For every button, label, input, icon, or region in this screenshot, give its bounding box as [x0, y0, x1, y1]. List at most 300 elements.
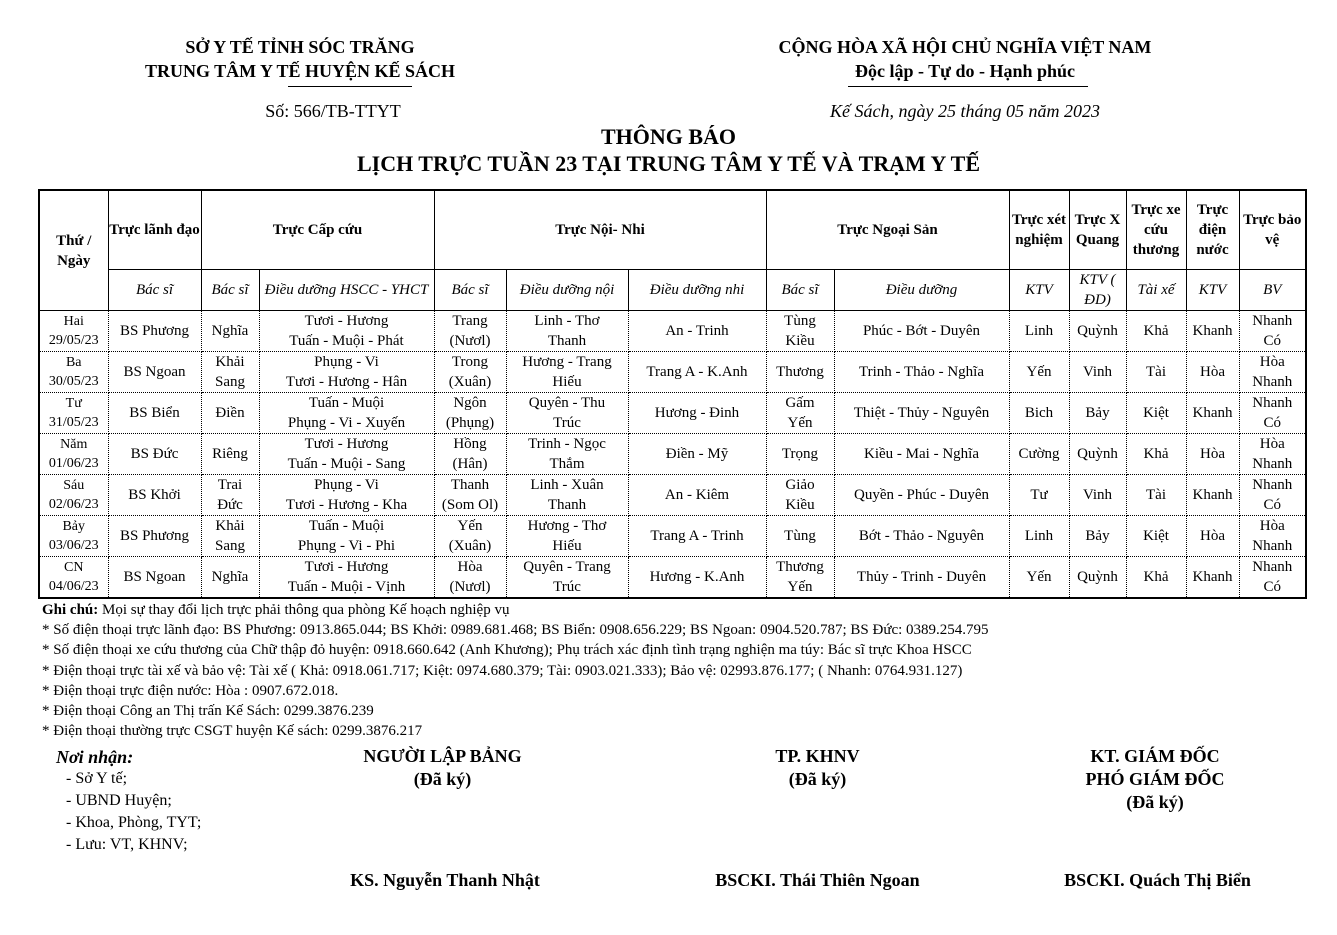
cell-xray: [1069, 557, 1126, 599]
cell-peds-nurse-line: Hương - Đinh: [654, 405, 740, 421]
cell-leader: [108, 434, 201, 475]
cell-surgery-nurse: [834, 434, 1009, 475]
cell-day-line: Tư: [65, 396, 82, 411]
signature-khnv-title: TP. KHNV: [775, 746, 860, 766]
signer-name-khnv: BSCKI. Thái Thiên Ngoan: [715, 870, 920, 890]
table-row: [39, 475, 1306, 516]
cell-leader: [108, 311, 201, 352]
cell-day-line: 04/06/23: [48, 579, 99, 594]
note-leader-phones: * Số điện thoại trực lãnh đạo: BS Phương: 0913.865.044; BS Khởi: 0989.681.468; BS Biển: 0908.656.229; BS Ngoan: 0904.520.787; BS Đức: 0389.254.795: [42, 622, 989, 639]
cell-driver-line: Khả: [1143, 569, 1169, 585]
cell-lab: [1009, 557, 1069, 599]
cell-peds-nurse: [628, 516, 766, 557]
cell-driver-line: Tài: [1146, 487, 1166, 503]
cell-driver-line: Tài: [1146, 364, 1166, 380]
agency-header: [100, 35, 500, 83]
cell-emergency-nurse-line: Tươi - Hương - Kha: [285, 497, 408, 513]
cell-internal-doctor: [434, 557, 506, 599]
cell-day: [39, 557, 108, 599]
cell-day: [39, 434, 108, 475]
cell-emergency-doctor-line: Nghĩa: [211, 323, 249, 339]
sub-internal-nurse: Điều dưỡng nội: [506, 270, 628, 311]
cell-lab: [1009, 516, 1069, 557]
cell-emergency-nurse: [259, 475, 434, 516]
cell-lab: [1009, 352, 1069, 393]
cell-internal-doctor-line: (Som Ol): [441, 497, 499, 513]
sub-emergency-doctor: Bác sĩ: [201, 270, 259, 311]
cell-xray: [1069, 311, 1126, 352]
cell-guard-line: Nhanh: [1252, 559, 1293, 575]
note-police-phone: * Điện thoại Công an Thị trấn Kế Sách: 0299.3876.239: [42, 703, 374, 720]
cell-leader: [108, 393, 201, 434]
cell-utilities-line: Khanh: [1192, 323, 1233, 339]
recipient-item: - Khoa, Phòng, TYT;: [66, 814, 202, 831]
cell-guard-line: Có: [1263, 333, 1281, 349]
cell-leader: [108, 352, 201, 393]
cell-surgery-nurse: [834, 311, 1009, 352]
cell-utilities-line: Hòa: [1200, 446, 1225, 462]
cell-surgery-doctor: [766, 393, 834, 434]
cell-emergency-nurse-line: Phụng - Vi: [314, 354, 379, 370]
sub-internal-doctor: Bác sĩ: [434, 270, 506, 311]
cell-internal-doctor: [434, 434, 506, 475]
sub-lab-tech: KTV: [1009, 270, 1069, 311]
cell-peds-nurse: [628, 434, 766, 475]
sub-surgery-doctor: Bác sĩ: [766, 270, 834, 311]
cell-emergency-doctor: [201, 557, 259, 599]
cell-surgery-nurse-line: Quyền - Phúc - Duyên: [854, 487, 989, 503]
cell-internal-doctor-line: Yến: [457, 518, 483, 534]
cell-internal-doctor-line: Thanh: [450, 477, 490, 493]
cell-xray-line: Quỳnh: [1077, 323, 1118, 339]
cell-utilities-line: Hòa: [1200, 364, 1225, 380]
cell-surgery-nurse-line: Phúc - Bớt - Duyên: [862, 323, 981, 339]
cell-surgery-nurse-line: Kiều - Mai - Nghĩa: [864, 446, 979, 462]
cell-surgery-doctor-line: Tùng: [784, 313, 816, 329]
cell-internal-doctor-line: Hòa: [457, 559, 483, 575]
cell-internal-nurse: [506, 516, 628, 557]
cell-emergency-doctor: [201, 516, 259, 557]
cell-guard-line: Nhanh: [1252, 313, 1293, 329]
cell-surgery-doctor-line: Trọng: [781, 446, 819, 462]
table-sub-header-row: [39, 270, 1306, 311]
cell-surgery-nurse: [834, 352, 1009, 393]
cell-emergency-doctor-line: Đức: [217, 497, 243, 513]
table-row: [39, 352, 1306, 393]
cell-surgery-doctor-line: Giảo: [785, 477, 815, 493]
cell-emergency-doctor-line: Điền: [215, 405, 245, 421]
cell-leader-line: BS Phương: [119, 528, 189, 544]
cell-utilities: [1186, 434, 1239, 475]
cell-surgery-doctor-line: Thương: [776, 559, 824, 575]
signature-khnv: [700, 745, 935, 791]
cell-day-line: 02/06/23: [48, 497, 99, 512]
cell-day-line: CN: [64, 560, 84, 575]
cell-day-line: Sáu: [63, 478, 85, 493]
cell-surgery-doctor-line: Yến: [787, 579, 813, 595]
document-title: THÔNG BÁO: [600, 124, 737, 149]
cell-day: [39, 475, 108, 516]
cell-internal-nurse-line: Hiếu: [552, 374, 582, 390]
cell-lab-line: Linh: [1024, 528, 1054, 544]
cell-peds-nurse-line: Trang A - K.Anh: [646, 364, 748, 380]
recipient-item: - Sở Y tế;: [66, 770, 128, 787]
signature-director: [1030, 745, 1280, 814]
cell-emergency-doctor: [201, 393, 259, 434]
cell-emergency-nurse: [259, 434, 434, 475]
cell-surgery-nurse-line: Trinh - Thảo - Nghĩa: [859, 364, 984, 380]
document-date: Kế Sách, ngày 25 tháng 05 năm 2023: [830, 101, 1100, 121]
cell-leader-line: BS Ngoan: [123, 364, 186, 380]
cell-xray-line: Bảy: [1085, 405, 1110, 421]
cell-day-line: 03/06/23: [48, 538, 99, 553]
cell-lab-line: Bich: [1024, 405, 1054, 421]
sub-leader-doctor: Bác sĩ: [108, 270, 201, 311]
cell-guard: [1239, 516, 1306, 557]
cell-driver: [1126, 475, 1186, 516]
cell-xray: [1069, 352, 1126, 393]
cell-surgery-doctor: [766, 516, 834, 557]
col-utilities-header: Trực điện nước: [1186, 190, 1239, 270]
cell-day-line: 31/05/23: [48, 415, 99, 430]
cell-surgery-doctor: [766, 557, 834, 599]
cell-xray-line: Quỳnh: [1077, 446, 1118, 462]
recipient-item: - UBND Huyện;: [66, 792, 172, 809]
table-group-header-row: [39, 190, 1306, 270]
cell-internal-nurse-line: Thanh: [547, 497, 587, 513]
cell-guard-line: Có: [1263, 579, 1281, 595]
table-row: [39, 516, 1306, 557]
recipients-block: [56, 746, 201, 856]
cell-emergency-nurse: [259, 393, 434, 434]
cell-surgery-doctor: [766, 311, 834, 352]
cell-emergency-doctor-line: Sang: [215, 374, 245, 390]
cell-surgery-doctor-line: Yến: [787, 415, 813, 431]
cell-internal-doctor: [434, 516, 506, 557]
cell-peds-nurse-line: An - Kiêm: [664, 487, 730, 503]
cell-lab: [1009, 311, 1069, 352]
cell-surgery-doctor: [766, 352, 834, 393]
cell-emergency-doctor: [201, 434, 259, 475]
national-motto: Độc lập - Tự do - Hạnh phúc: [854, 61, 1076, 81]
col-day-header: Thứ / Ngày: [39, 190, 108, 311]
cell-peds-nurse: [628, 311, 766, 352]
sub-utilities-tech: KTV: [1186, 270, 1239, 311]
agency-underline: [288, 86, 412, 87]
cell-day-line: Bảy: [62, 519, 86, 534]
cell-utilities-line: Khanh: [1192, 487, 1233, 503]
cell-emergency-doctor-line: Sang: [215, 538, 245, 554]
cell-peds-nurse-line: Hương - K.Anh: [649, 569, 745, 585]
notes-label: Ghi chú:: [42, 602, 99, 618]
signature-director-title: KT. GIÁM ĐỐC: [1090, 746, 1220, 766]
cell-emergency-nurse-line: Tươi - Hương: [304, 559, 389, 575]
cell-utilities: [1186, 311, 1239, 352]
cell-emergency-doctor: [201, 475, 259, 516]
cell-internal-doctor-line: Trong: [451, 354, 489, 370]
cell-day-line: Năm: [60, 437, 88, 452]
cell-internal-doctor-line: (Phụng): [445, 415, 495, 431]
cell-emergency-nurse: [259, 352, 434, 393]
cell-internal-doctor-line: (Nươl): [449, 579, 491, 595]
cell-leader-line: BS Đức: [130, 446, 179, 462]
note-ambulance-phone: * Số điện thoại xe cứu thương của Chữ thập đỏ huyện: 0918.660.642 (Anh Khương); Phụ trách xác định tình trạng nghiện ma túy: Bác sĩ trực Khoa HSCC: [42, 642, 972, 659]
signature-preparer-title: NGƯỜI LẬP BẢNG: [363, 746, 522, 766]
cell-surgery-doctor: [766, 475, 834, 516]
cell-lab-line: Yến: [1026, 364, 1052, 380]
cell-day-line: Hai: [63, 314, 84, 329]
cell-emergency-nurse-line: Tươi - Hương: [304, 313, 389, 329]
table-row: [39, 393, 1306, 434]
cell-xray-line: Bảy: [1085, 528, 1110, 544]
cell-internal-nurse-line: Thanh: [547, 333, 587, 349]
cell-emergency-nurse-line: Tuấn - Muội - Phát: [289, 333, 404, 349]
cell-emergency-doctor-line: Riêng: [212, 446, 248, 462]
cell-internal-nurse-line: Hương - Thơ: [527, 518, 607, 534]
cell-utilities: [1186, 393, 1239, 434]
document-subtitle: LỊCH TRỰC TUẦN 23 TẠI TRUNG TÂM Y TẾ VÀ TRẠM Y TẾ: [356, 151, 981, 176]
cell-emergency-nurse-line: Tuấn - Muội: [308, 395, 385, 411]
cell-driver: [1126, 516, 1186, 557]
cell-lab-line: Cường: [1018, 446, 1060, 462]
cell-day-line: 30/05/23: [48, 374, 99, 389]
signature-khnv-status: (Đã ký): [788, 769, 847, 789]
table-body: [39, 311, 1306, 599]
cell-day-line: 29/05/23: [48, 333, 99, 348]
cell-guard: [1239, 393, 1306, 434]
cell-internal-nurse-line: Hiếu: [552, 538, 582, 554]
cell-internal-doctor-line: (Nươl): [449, 333, 491, 349]
cell-guard: [1239, 557, 1306, 599]
cell-leader: [108, 475, 201, 516]
cell-xray-line: Vinh: [1082, 487, 1113, 503]
signer-name-director: BSCKI. Quách Thị Biển: [1064, 870, 1251, 890]
cell-utilities: [1186, 516, 1239, 557]
cell-internal-doctor-line: Hồng: [453, 436, 487, 452]
cell-utilities-line: Khanh: [1192, 569, 1233, 585]
cell-guard-line: Có: [1263, 497, 1281, 513]
cell-internal-doctor-line: (Hân): [452, 456, 488, 472]
signer-name-preparer: KS. Nguyễn Thanh Nhật: [350, 870, 540, 890]
cell-surgery-doctor: [766, 434, 834, 475]
col-xray-header: Trực X Quang: [1069, 190, 1126, 270]
cell-guard: [1239, 352, 1306, 393]
cell-lab: [1009, 475, 1069, 516]
cell-utilities-line: Khanh: [1192, 405, 1233, 421]
cell-emergency-nurse-line: Tuấn - Muội - Sang: [287, 456, 406, 472]
cell-internal-nurse: [506, 557, 628, 599]
cell-driver: [1126, 393, 1186, 434]
cell-surgery-doctor-line: Kiều: [785, 497, 815, 513]
cell-internal-nurse-line: Quyên - Trang: [523, 559, 611, 575]
cell-guard-line: Hòa: [1259, 354, 1285, 370]
signature-director-status: (Đã ký): [1126, 792, 1184, 812]
cell-emergency-nurse-line: Tươi - Hương - Hân: [285, 374, 408, 390]
sub-emergency-nurse: Điều dưỡng HSCC - YHCT: [259, 270, 434, 311]
cell-internal-nurse-line: Hương - Trang: [522, 354, 612, 370]
cell-emergency-doctor: [201, 352, 259, 393]
cell-xray: [1069, 393, 1126, 434]
cell-guard-line: Nhanh: [1252, 456, 1293, 472]
cell-day-line: Ba: [65, 355, 82, 370]
col-emergency-header: Trực Cấp cứu: [201, 190, 434, 270]
signature-director-subtitle: PHÓ GIÁM ĐỐC: [1085, 769, 1225, 789]
agency-parent: SỞ Y TẾ TỈNH SÓC TRĂNG: [185, 37, 415, 57]
cell-guard-line: Hòa: [1259, 436, 1285, 452]
cell-internal-doctor: [434, 475, 506, 516]
cell-lab-line: Tư: [1030, 487, 1048, 503]
cell-peds-nurse: [628, 352, 766, 393]
cell-guard-line: Có: [1263, 415, 1281, 431]
cell-emergency-nurse-line: Tuấn - Muội - Vịnh: [287, 579, 406, 595]
agency-name: TRUNG TÂM Y TẾ HUYỆN KẾ SÁCH: [144, 61, 456, 81]
note-driver-guard-phones: * Điện thoại trực tài xế và bảo vệ: Tài xế ( Khả: 0918.061.717; Kiệt: 0974.680.379; Tài: 0903.021.333); Bảo vệ: 02993.876.177; ( Nhanh: 0764.931.127): [42, 662, 963, 679]
cell-internal-nurse-line: Trinh - Ngọc: [528, 436, 606, 452]
cell-internal-nurse-line: Quyên - Thu: [528, 395, 606, 411]
cell-guard: [1239, 434, 1306, 475]
sub-driver: Tài xế: [1126, 270, 1186, 311]
cell-internal-nurse: [506, 311, 628, 352]
cell-emergency-nurse: [259, 311, 434, 352]
cell-peds-nurse-line: Trang A - Trinh: [650, 528, 744, 544]
cell-xray: [1069, 475, 1126, 516]
cell-internal-nurse: [506, 352, 628, 393]
cell-guard-line: Nhanh: [1252, 477, 1293, 493]
cell-driver: [1126, 434, 1186, 475]
cell-internal-nurse: [506, 393, 628, 434]
cell-guard-line: Nhanh: [1252, 538, 1293, 554]
cell-internal-doctor-line: Trang: [452, 313, 488, 329]
cell-internal-doctor: [434, 393, 506, 434]
cell-day: [39, 311, 108, 352]
cell-emergency-doctor-line: Trai: [217, 477, 243, 493]
cell-internal-nurse: [506, 475, 628, 516]
cell-driver: [1126, 557, 1186, 599]
cell-surgery-nurse: [834, 557, 1009, 599]
table-row: [39, 434, 1306, 475]
cell-leader-line: BS Khởi: [128, 487, 181, 503]
cell-internal-doctor: [434, 311, 506, 352]
cell-emergency-nurse-line: Phụng - Vi: [314, 477, 379, 493]
cell-peds-nurse: [628, 393, 766, 434]
cell-peds-nurse-line: An - Trinh: [665, 323, 729, 339]
cell-driver-line: Kiệt: [1143, 405, 1169, 421]
cell-day: [39, 516, 108, 557]
cell-guard: [1239, 311, 1306, 352]
cell-lab: [1009, 393, 1069, 434]
cell-surgery-nurse-line: Thủy - Trinh - Duyên: [856, 569, 987, 585]
recipients-label: Nơi nhận:: [56, 747, 134, 767]
col-lab-header: Trực xét nghiệm: [1009, 190, 1069, 270]
cell-internal-doctor-line: (Xuân): [448, 538, 492, 554]
cell-emergency-doctor: [201, 311, 259, 352]
sub-xray-tech: KTV ( ĐD): [1069, 270, 1126, 311]
col-surgery-obs-header: Trực Ngoại Sản: [766, 190, 1009, 270]
cell-xray-line: Quỳnh: [1077, 569, 1118, 585]
cell-surgery-doctor-line: Gấm: [785, 395, 815, 411]
cell-peds-nurse: [628, 557, 766, 599]
cell-internal-doctor-line: (Xuân): [448, 374, 492, 390]
note-utilities-phone: * Điện thoại trực điện nước: Hòa : 0907.672.018.: [42, 682, 339, 699]
cell-guard-line: Nhanh: [1252, 374, 1293, 390]
sub-surgery-nurse: Điều dưỡng: [834, 270, 1009, 311]
cell-day: [39, 393, 108, 434]
cell-emergency-nurse-line: Phụng - Vi - Xuyến: [287, 415, 406, 431]
national-header: [725, 35, 1205, 83]
cell-driver-line: Khả: [1143, 323, 1169, 339]
cell-surgery-doctor-line: Tùng: [784, 528, 816, 544]
cell-lab: [1009, 434, 1069, 475]
cell-emergency-nurse-line: Tuấn - Muội: [308, 518, 385, 534]
notes-main: [42, 600, 1332, 620]
cell-utilities: [1186, 475, 1239, 516]
cell-internal-nurse-line: Linh - Thơ: [534, 313, 600, 329]
col-security-header: Trực bảo vệ: [1239, 190, 1306, 270]
note-traffic-police-phone: * Điện thoại thường trực CSGT huyện Kế sách: 0299.3876.217: [42, 723, 423, 740]
col-leader-header: Trực lãnh đạo: [108, 190, 201, 270]
cell-peds-nurse-line: Điền - Mỹ: [665, 446, 729, 462]
cell-day-line: 01/06/23: [48, 456, 99, 471]
col-internal-peds-header: Trực Nội- Nhi: [434, 190, 766, 270]
recipient-item: - Lưu: VT, KHNV;: [66, 836, 188, 853]
cell-emergency-doctor-line: Khải: [215, 518, 245, 534]
cell-internal-nurse-line: Linh - Xuân: [530, 477, 604, 493]
col-ambulance-header: Trực xe cứu thương: [1126, 190, 1186, 270]
cell-lab-line: Linh: [1024, 323, 1054, 339]
cell-surgery-nurse: [834, 475, 1009, 516]
cell-internal-nurse: [506, 434, 628, 475]
cell-utilities: [1186, 352, 1239, 393]
motto-underline: [848, 86, 1088, 87]
cell-surgery-doctor-line: Thương: [776, 364, 824, 380]
table-row: [39, 311, 1306, 352]
cell-leader-line: BS Ngoan: [123, 569, 186, 585]
cell-emergency-nurse-line: Tươi - Hương: [304, 436, 389, 452]
signature-preparer-status: (Đã ký): [413, 769, 472, 789]
cell-utilities: [1186, 557, 1239, 599]
cell-driver-line: Khả: [1143, 446, 1169, 462]
cell-xray-line: Vinh: [1082, 364, 1113, 380]
cell-utilities-line: Hòa: [1200, 528, 1225, 544]
cell-lab-line: Yến: [1026, 569, 1052, 585]
cell-internal-nurse-line: Thắm: [549, 456, 585, 472]
cell-surgery-doctor-line: Kiều: [785, 333, 815, 349]
cell-guard: [1239, 475, 1306, 516]
cell-leader-line: BS Phương: [119, 323, 189, 339]
cell-leader-line: BS Biển: [129, 405, 180, 421]
cell-driver: [1126, 352, 1186, 393]
notes-section: [42, 600, 1332, 741]
cell-emergency-nurse: [259, 516, 434, 557]
cell-xray: [1069, 434, 1126, 475]
cell-peds-nurse: [628, 475, 766, 516]
cell-guard-line: Hòa: [1259, 518, 1285, 534]
cell-emergency-nurse: [259, 557, 434, 599]
sub-guard: BV: [1239, 270, 1306, 311]
duty-schedule-table: [38, 189, 1307, 599]
cell-surgery-nurse: [834, 516, 1009, 557]
cell-surgery-nurse: [834, 393, 1009, 434]
cell-internal-nurse-line: Trúc: [553, 415, 581, 431]
table-row: [39, 557, 1306, 599]
signature-preparer: [320, 745, 565, 791]
cell-internal-doctor: [434, 352, 506, 393]
document-number: Số: 566/TB-TTYT: [265, 101, 401, 121]
cell-day: [39, 352, 108, 393]
cell-guard-line: Nhanh: [1252, 395, 1293, 411]
notes-main-text: Mọi sự thay đổi lịch trực phải thông qua phòng Kế hoạch nghiệp vụ: [98, 602, 510, 618]
cell-emergency-doctor-line: Khải: [215, 354, 245, 370]
